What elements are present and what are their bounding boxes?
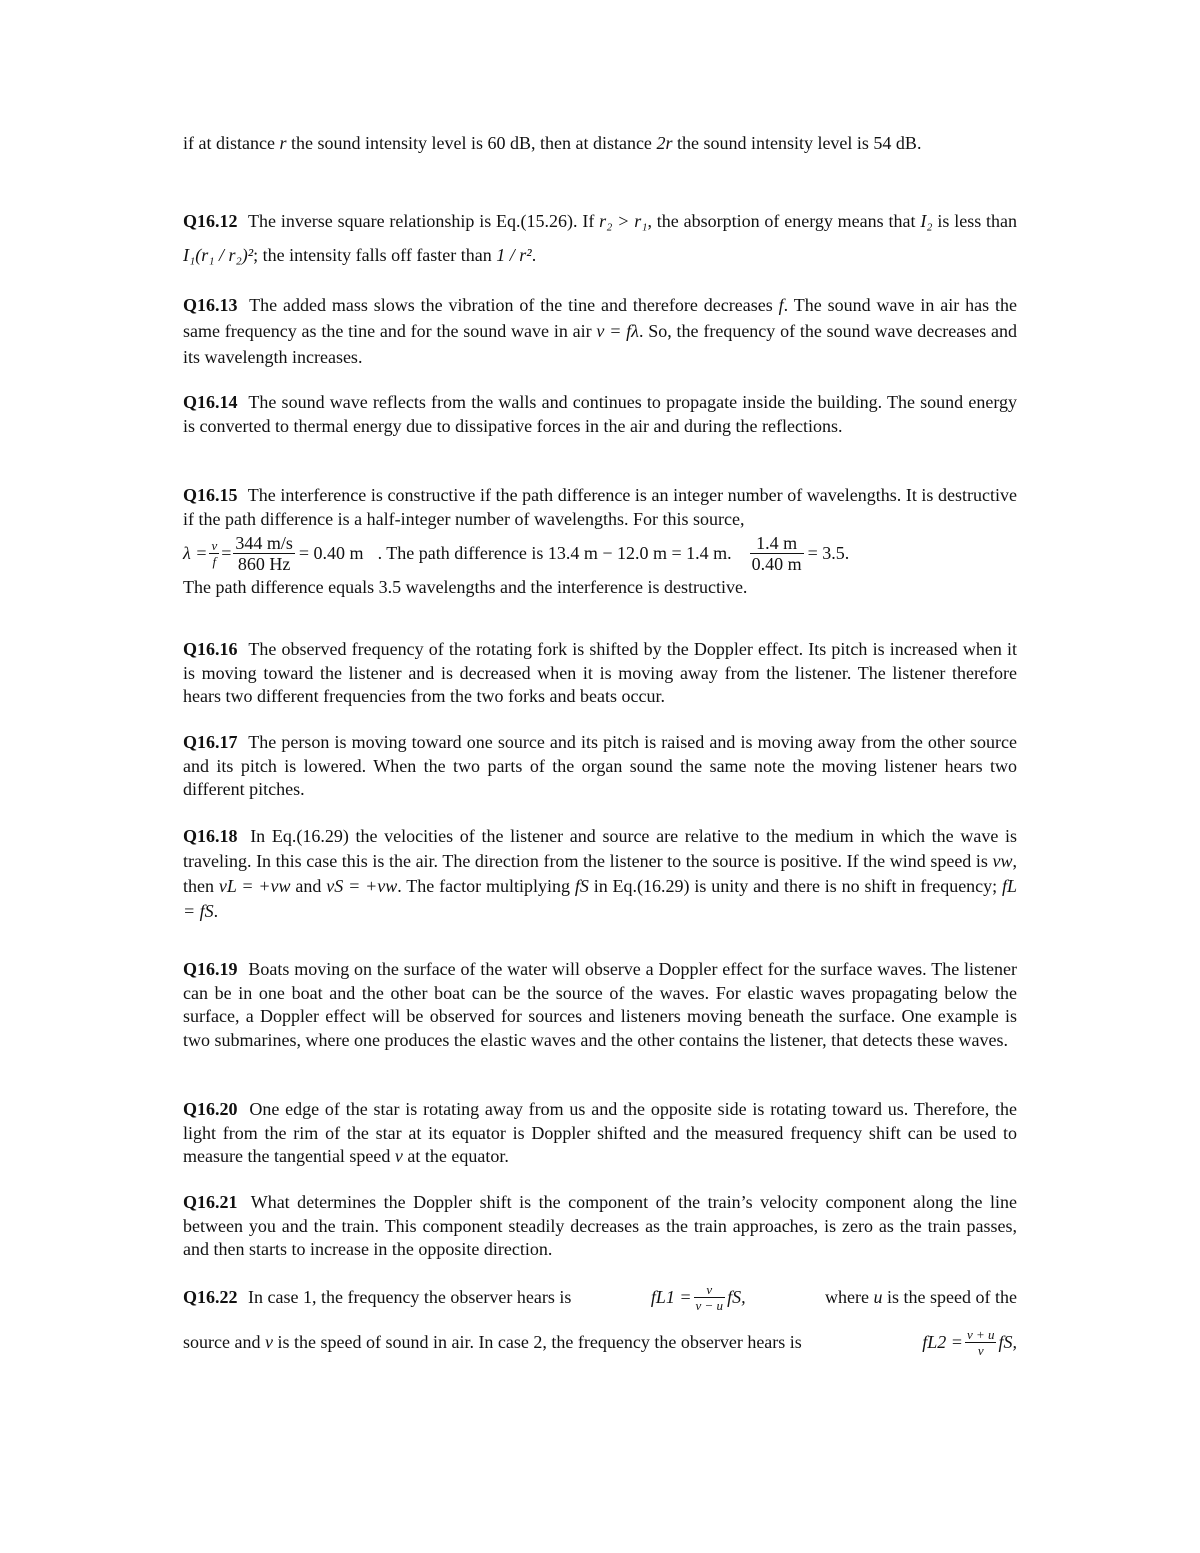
q16-18-feq: fL = fS xyxy=(183,876,1018,921)
q16-15-fraction-v-over-f xyxy=(209,538,219,569)
q16-15-conclusion xyxy=(183,576,1017,600)
q16-22-line1-left xyxy=(183,1287,571,1308)
q16-12-i2: I₂ xyxy=(920,211,933,231)
q16-17-paragraph xyxy=(183,731,1017,802)
q16-21-paragraph xyxy=(183,1191,1017,1262)
q16-22-line1-right xyxy=(825,1287,1017,1308)
q16-13-f: f xyxy=(778,295,784,315)
q16-15-frac3-den: 0.40 m xyxy=(751,554,802,574)
q16-18-text-a: In Eq.(16.29) the velocities of the listener and source are relative to the medium in which the wave is traveling. In this case this is the air. The direction from the listener to the source is positive. If the wind speed is xyxy=(183,826,1017,871)
q16-13-paragraph xyxy=(183,292,1017,370)
q16-22-text-b: where xyxy=(825,1287,870,1307)
q16-18-label: Q16.18 xyxy=(183,826,238,846)
q16-19-label: Q16.19 xyxy=(183,959,238,979)
q16-20-label: Q16.20 xyxy=(183,1099,238,1119)
q16-13-label: Q16.13 xyxy=(183,295,238,315)
q16-22-line2-left xyxy=(183,1332,802,1353)
q16-12-text-e: . xyxy=(531,245,537,265)
intro-2r: 2r xyxy=(656,133,673,153)
q16-22-fs1: fS, xyxy=(727,1287,746,1307)
q16-18-text-e: in Eq.(16.29) is unity and there is no shift in frequency; xyxy=(593,876,998,896)
q16-15-frac3-num: 1.4 m xyxy=(750,533,804,554)
q16-15-lambda: λ = xyxy=(183,543,208,563)
q16-12-text-c: is less than xyxy=(937,211,1018,231)
q16-12-inverse: 1 / r² xyxy=(496,245,532,265)
q16-21-text: What determines the Doppler shift is the component of the train’s velocity component along the line between you and the train. This component steadily decreases as the train approaches, is zero as the train passes, and then starts to increase in the opposite direction. xyxy=(183,1192,1017,1259)
q16-22-frac1-num: v xyxy=(694,1282,726,1298)
q16-22-frac2-den: v xyxy=(977,1343,984,1358)
q16-16-text: The observed frequency of the rotating fork is shifted by the Doppler effect. Its pitch is increased when it is moving toward the listener and is decreased when it is moving away from the listener. The listener therefore hears two different frequencies from the two forks and beats occur. xyxy=(183,639,1017,706)
q16-15-result2: = 3.5. xyxy=(807,543,850,563)
q16-22-fraction2 xyxy=(965,1327,997,1358)
q16-22-u: u xyxy=(873,1287,883,1307)
q16-18-paragraph xyxy=(183,824,1017,924)
q16-20-text-b: at the equator. xyxy=(407,1146,509,1166)
q16-17-text: The person is moving toward one source and its pitch is raised and is moving away from the other source and its pitch is lowered. When the two parts of the organ sound the same note the moving listener hears two different pitches. xyxy=(183,732,1017,799)
q16-14-label: Q16.14 xyxy=(183,392,238,412)
q16-18-vl: vL = +vw xyxy=(218,876,291,896)
q16-18-vs: vS = +vw xyxy=(326,876,398,896)
q16-22-text-d: is the speed of sound in air. In case 2, the frequency the observer hears is xyxy=(277,1332,802,1352)
q16-14-text: The sound wave reflects from the walls and continues to propagate inside the building. The sound energy is converted to thermal energy due to dissipative forces in the air and during the reflections. xyxy=(183,392,1017,436)
q16-15-frac2-num: 344 m/s xyxy=(235,533,293,553)
q16-15-equals: = xyxy=(221,543,232,563)
q16-19-text: Boats moving on the surface of the water will observe a Doppler effect for the surface waves. The listener can be in one boat and the other boat can be the source of the waves. For elastic waves propagating below the surface, a Doppler effect will be observed for sources and listeners moving beneath the surface. One example is two submarines, where one produces the elastic waves and the other contains the listener, that detects these waves. xyxy=(183,959,1017,1050)
q16-22-text-c1: is the speed of the xyxy=(887,1287,1017,1307)
q16-22-formula2 xyxy=(922,1327,1017,1358)
intro-text-c: the sound intensity level is 54 dB. xyxy=(676,133,922,153)
q16-12-text-a: The inverse square relationship is Eq.(15.26). If xyxy=(248,211,595,231)
q16-15-fraction-values xyxy=(233,533,295,574)
q16-22-fl2: fL2 = xyxy=(922,1332,963,1352)
q16-22-v: v xyxy=(264,1332,273,1352)
q16-15-text-a: The interference is constructive if the path difference is an integer number of wavelengths. It is destructive if the path difference is a half-integer number of wavelengths. For this source, xyxy=(183,485,1017,529)
q16-12-text-d: ; the intensity falls off faster than xyxy=(253,245,492,265)
q16-15-frac1-num: v xyxy=(211,538,218,553)
q16-13-equation: v = fλ xyxy=(596,321,639,341)
q16-14-paragraph xyxy=(183,391,1017,438)
q16-17-label: Q16.17 xyxy=(183,732,238,752)
q16-16-paragraph xyxy=(183,638,1017,709)
q16-18-fs: fS xyxy=(574,876,589,896)
q16-22-line2 xyxy=(183,1327,1017,1358)
q16-18-text-d: . The factor multiplying xyxy=(397,876,570,896)
intro-r: r xyxy=(279,133,287,153)
q16-18-text-f: . xyxy=(213,901,219,921)
q16-22-fl1: fL1 = xyxy=(650,1287,692,1307)
q16-22-formula1 xyxy=(651,1282,746,1313)
q16-15-block xyxy=(183,484,1017,600)
q16-22-line1 xyxy=(183,1282,1017,1313)
q16-19-paragraph xyxy=(183,958,1017,1052)
intro-paragraph xyxy=(183,132,1017,156)
q16-20-text-a: One edge of the star is rotating away from us and the opposite side is rotating toward us. Therefore, the light from the rim of the star at its equator is Doppler shifted and the measured frequency shift can be used to measure the tangential speed xyxy=(183,1099,1018,1166)
q16-15-result1: = 0.40 m xyxy=(298,543,364,563)
q16-12-label: Q16.12 xyxy=(183,211,238,231)
q16-22-text-c2: source and xyxy=(183,1332,261,1352)
q16-12-paragraph xyxy=(183,204,1017,272)
q16-15-text-c: The path difference equals 3.5 wavelengths and the interference is destructive. xyxy=(183,577,748,597)
q16-22-frac1-den: v − u xyxy=(695,1298,724,1313)
q16-22-frac2-num: v + u xyxy=(966,1327,995,1342)
q16-12-expression: I₁(r₁ / r₂)² xyxy=(183,245,254,265)
q16-13-text-a: The added mass slows the vibration of the tine and therefore decreases xyxy=(249,295,773,315)
q16-21-label: Q16.21 xyxy=(183,1192,238,1212)
q16-22-block xyxy=(183,1282,1017,1358)
q16-18-text-c: and xyxy=(295,876,322,896)
q16-15-fraction-ratio xyxy=(750,533,804,574)
q16-15-paragraph xyxy=(183,484,1017,531)
q16-15-frac2-den: 860 Hz xyxy=(237,554,291,574)
intro-text-b: the sound intensity level is 60 dB, then at distance xyxy=(290,133,652,153)
q16-16-label: Q16.16 xyxy=(183,639,238,659)
q16-22-fs2: fS, xyxy=(998,1332,1017,1352)
q16-18-text-b: , then xyxy=(183,851,1017,896)
q16-20-v: v xyxy=(394,1146,403,1166)
q16-22-fraction1 xyxy=(694,1282,726,1313)
q16-15-equation-line xyxy=(183,533,1017,574)
q16-15-label: Q16.15 xyxy=(183,485,238,505)
q16-13-text-c: . So, the frequency of the sound wave decreases and its wavelength increases. xyxy=(183,321,1017,367)
q16-22-text-a: In case 1, the frequency the observer hears is xyxy=(248,1287,572,1307)
q16-15-text-b: . The path difference is 13.4 m − 12.0 m = 1.4 m. xyxy=(377,543,732,563)
q16-22-label: Q16.22 xyxy=(183,1287,238,1307)
q16-20-paragraph xyxy=(183,1098,1017,1169)
q16-15-frac1-den: f xyxy=(212,554,217,569)
intro-text-a: if at distance xyxy=(183,133,275,153)
q16-12-inequality: r₂ > r₁ xyxy=(599,211,648,231)
q16-18-vw: vw xyxy=(992,851,1013,871)
q16-13-text-b: . The sound wave in air has the same frequency as the tine and for the sound wave in air xyxy=(183,295,1017,341)
q16-12-text-b: , the absorption of energy means that xyxy=(647,211,916,231)
